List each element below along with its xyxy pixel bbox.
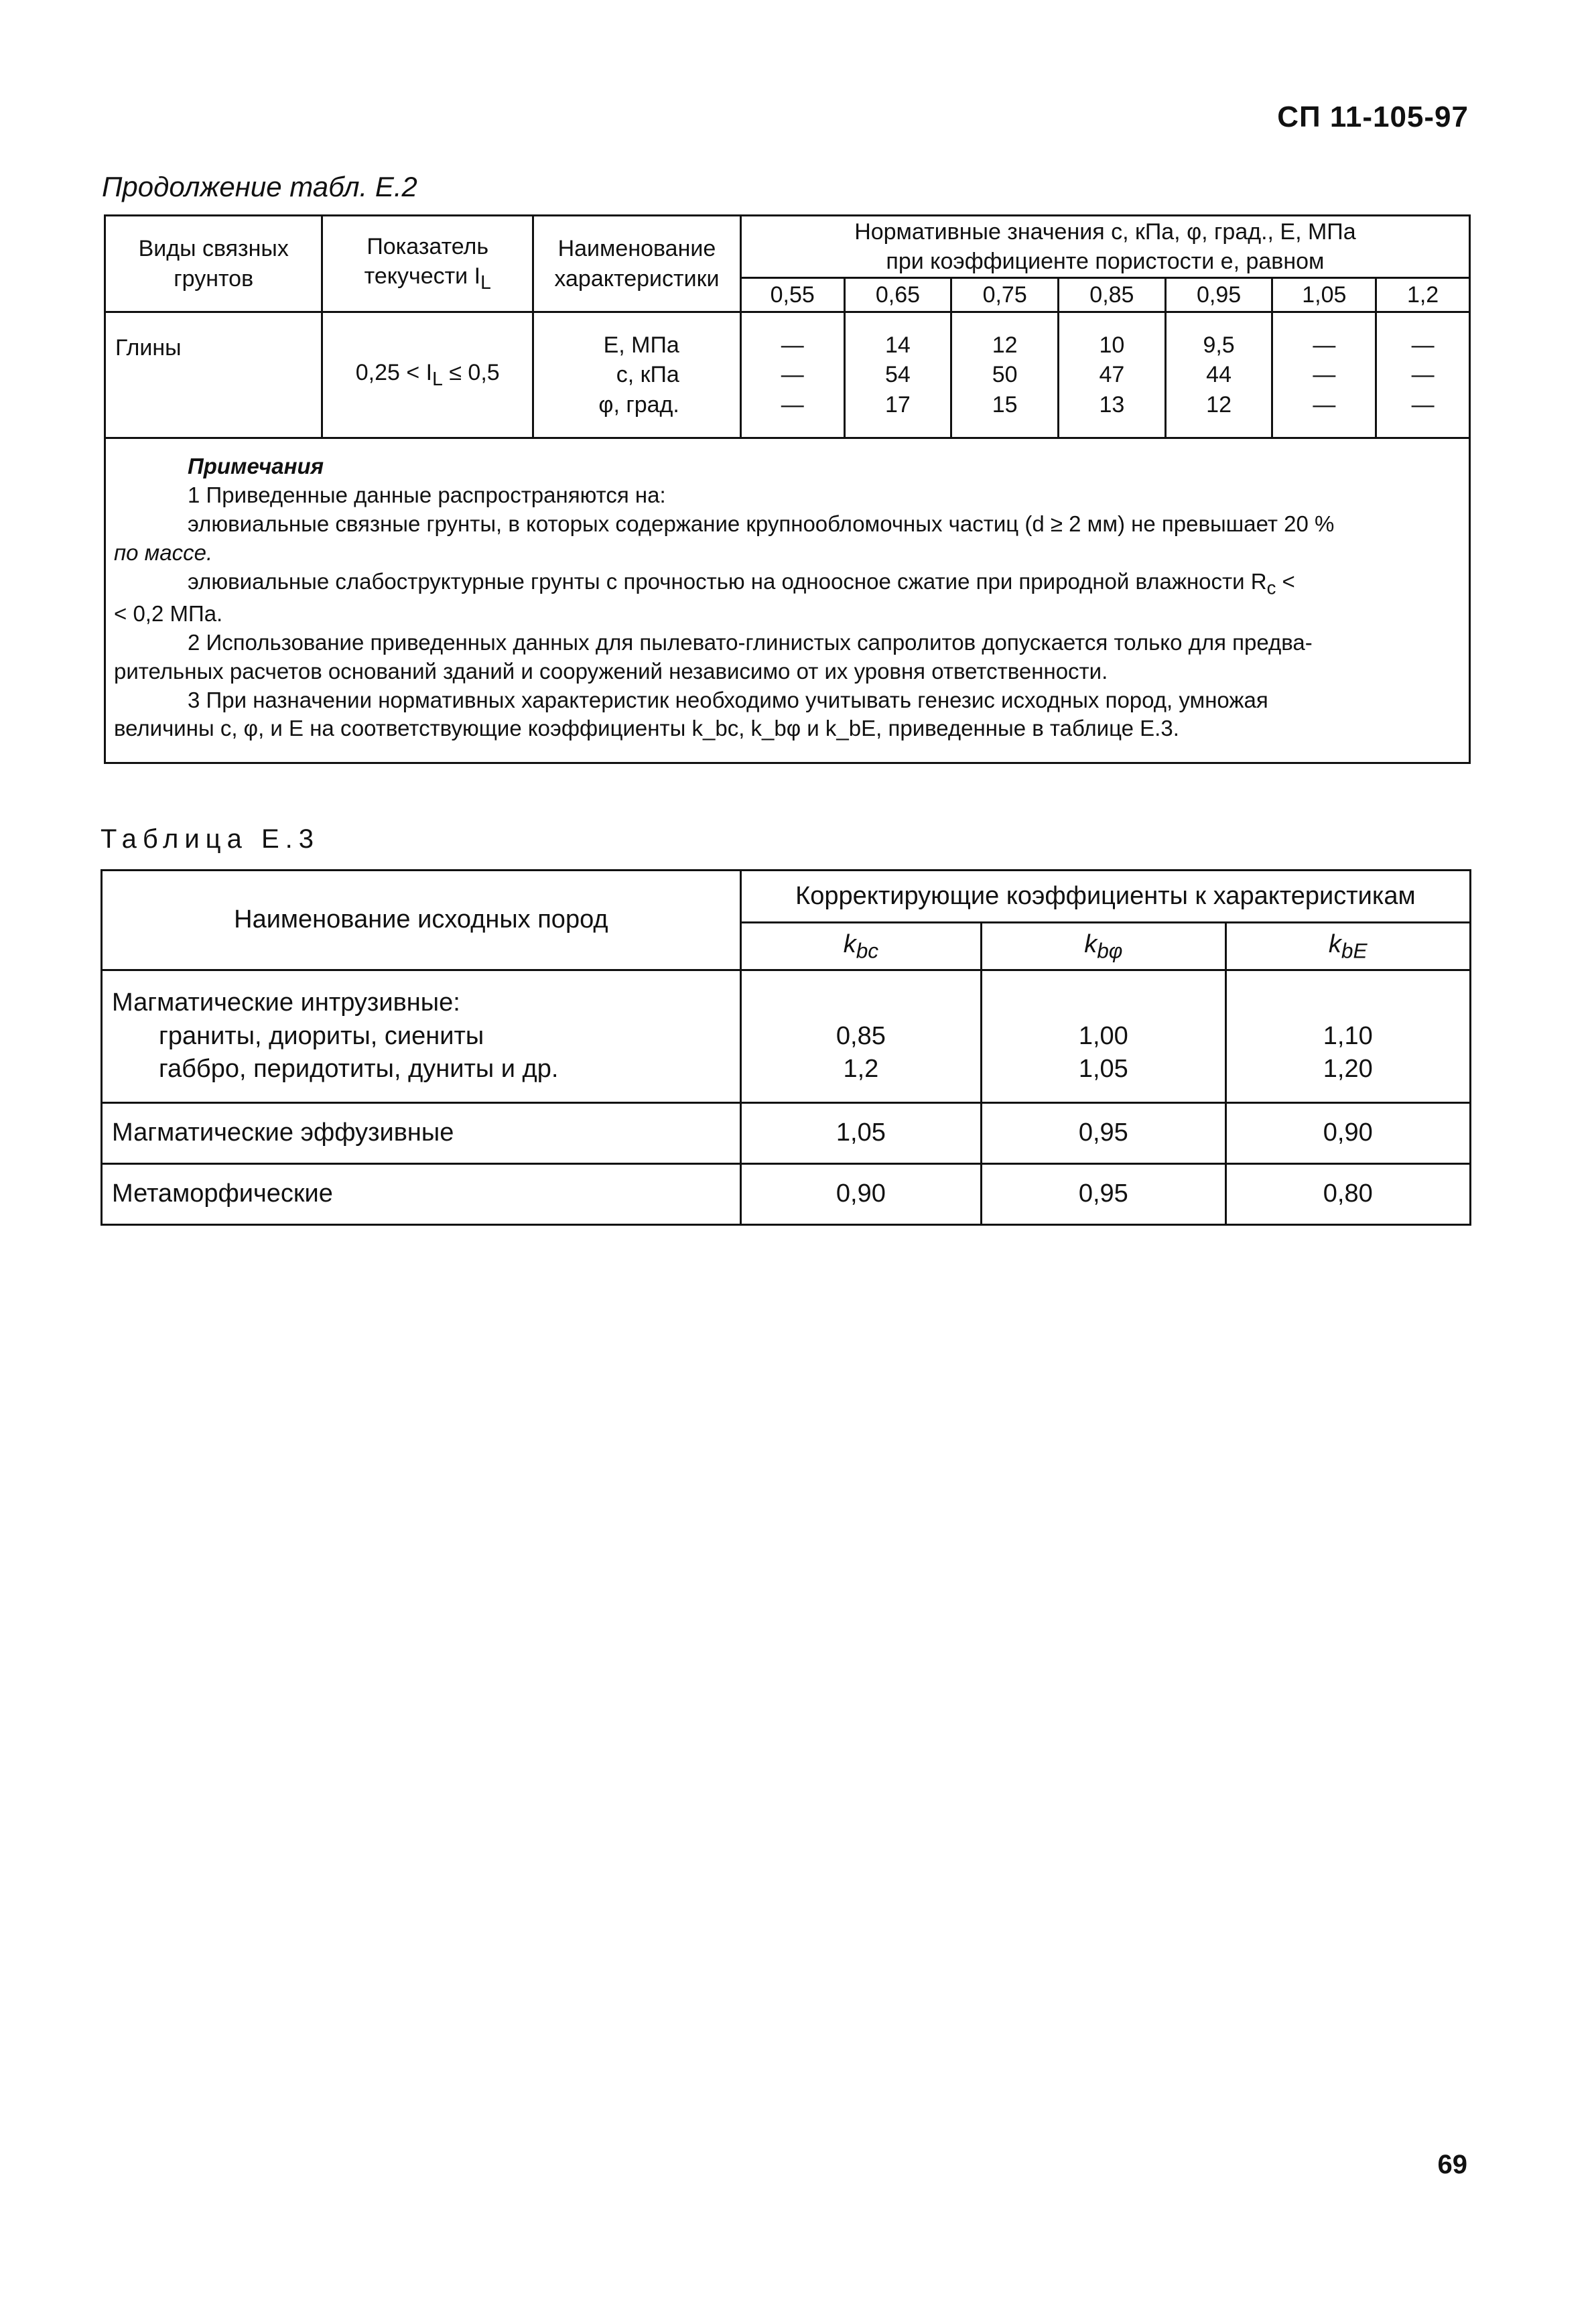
value-cell: 14 54 17 xyxy=(844,312,951,438)
coef-header-kbe: $k_{bE}$ xyxy=(1225,923,1470,970)
col-coefficients-header: Корректирующие коэффициенты к характеристикам xyxy=(740,871,1470,923)
document-code: СП 11-105-97 xyxy=(1277,101,1469,133)
table-row xyxy=(102,970,1471,1103)
value-cell: 10 47 13 xyxy=(1059,312,1166,438)
liquidity-index-cell: $0,25 < I_L \le 0,5$ xyxy=(322,312,533,438)
notes-block xyxy=(105,438,1470,763)
e-value: 0,65 xyxy=(844,278,951,312)
coef-header-kbphi: $k_{b\varphi}$ xyxy=(982,923,1225,970)
e-value: 1,2 xyxy=(1376,278,1470,312)
note-text: величины c, φ, и E на соответствующие коэффициенты k_bc, k_bφ и k_bE, приведенные в таблице Е.3. xyxy=(114,716,1179,741)
value-cell: — — — xyxy=(740,312,844,438)
rock-name-cell: Метаморфические xyxy=(102,1164,741,1225)
coef-header-kbc: $k_{bc}$ xyxy=(740,923,981,970)
note-text: 1 Приведенные данные распространяются на: xyxy=(188,482,666,507)
value-cell: — — — xyxy=(1376,312,1470,438)
col-rock-name-header: Наименование исходных пород xyxy=(102,871,741,970)
value-cell: 12 50 15 xyxy=(951,312,1059,438)
table-e3-title: Таблица Е.3 xyxy=(101,824,320,854)
col-liquidity-index-header: Показатель текучести $I_L$ xyxy=(322,216,533,312)
table-row xyxy=(102,1164,1471,1225)
kbphi-cell: 1,00 1,05 xyxy=(982,970,1225,1103)
e-value: 0,95 xyxy=(1165,278,1272,312)
note-text: по массе. xyxy=(114,539,213,565)
table-continuation-label: Продолжение табл. Е.2 xyxy=(102,171,417,202)
kbphi-cell: 0,95 xyxy=(982,1164,1225,1225)
note-text: элювиальные связные грунты, в которых содержание крупнообломочных частиц (d ≥ 2 мм) не превышает 20 % xyxy=(188,511,1335,536)
soil-type-cell: Глины xyxy=(105,312,322,438)
kbe-cell: 0,80 xyxy=(1225,1164,1470,1225)
e-value: 0,55 xyxy=(740,278,844,312)
kbe-cell: 1,10 1,20 xyxy=(1225,970,1470,1103)
rock-name-cell: Магматические эффузивные xyxy=(102,1103,741,1164)
col-normative-values-header: Нормативные значения c, кПа, φ, град., E, МПа при коэффициенте пористости e, равном xyxy=(740,216,1469,278)
table-e2 xyxy=(104,214,1471,764)
col-characteristic-header: Наименование характеристики xyxy=(533,216,741,312)
kbc-cell: 0,85 1,2 xyxy=(740,970,981,1103)
note-text: 2 Использование приведенных данных для пылевато-глинистых сапролитов допускается только для предва- xyxy=(188,629,1313,655)
note-text: 3 При назначении нормативных характеристик необходимо учитывать генезис исходных пород, умножая xyxy=(188,687,1268,712)
kbc-cell: 0,90 xyxy=(740,1164,981,1225)
value-cell: — — — xyxy=(1272,312,1376,438)
characteristic-cell: E, МПа c, кПа φ, град. xyxy=(533,312,741,438)
note-text: < 0,2 МПа. xyxy=(114,600,223,626)
table-e3 xyxy=(101,869,1471,1226)
note-text: элювиальные слабоструктурные грунты с прочностью на одноосное сжатие при природной влажности $R_c$ < xyxy=(188,568,1295,598)
kbe-cell: 0,90 xyxy=(1225,1103,1470,1164)
kbc-cell: 1,05 xyxy=(740,1103,981,1164)
page-number: 69 xyxy=(1437,2150,1467,2179)
e-value: 0,75 xyxy=(951,278,1059,312)
e-value: 1,05 xyxy=(1272,278,1376,312)
rock-name-cell: Магматические интрузивные: граниты, диориты, сиениты габбро, перидотиты, дуниты и др. xyxy=(102,970,741,1103)
table-row xyxy=(102,1103,1471,1164)
e-value: 0,85 xyxy=(1059,278,1166,312)
notes-title: Примечания xyxy=(188,454,324,478)
col-soil-type-header: Виды связных грунтов xyxy=(105,216,322,312)
note-text: рительных расчетов оснований зданий и сооружений независимо от их уровня ответственности. xyxy=(114,658,1108,684)
value-cell: 9,5 44 12 xyxy=(1165,312,1272,438)
kbphi-cell: 0,95 xyxy=(982,1103,1225,1164)
table-row xyxy=(105,312,1470,438)
